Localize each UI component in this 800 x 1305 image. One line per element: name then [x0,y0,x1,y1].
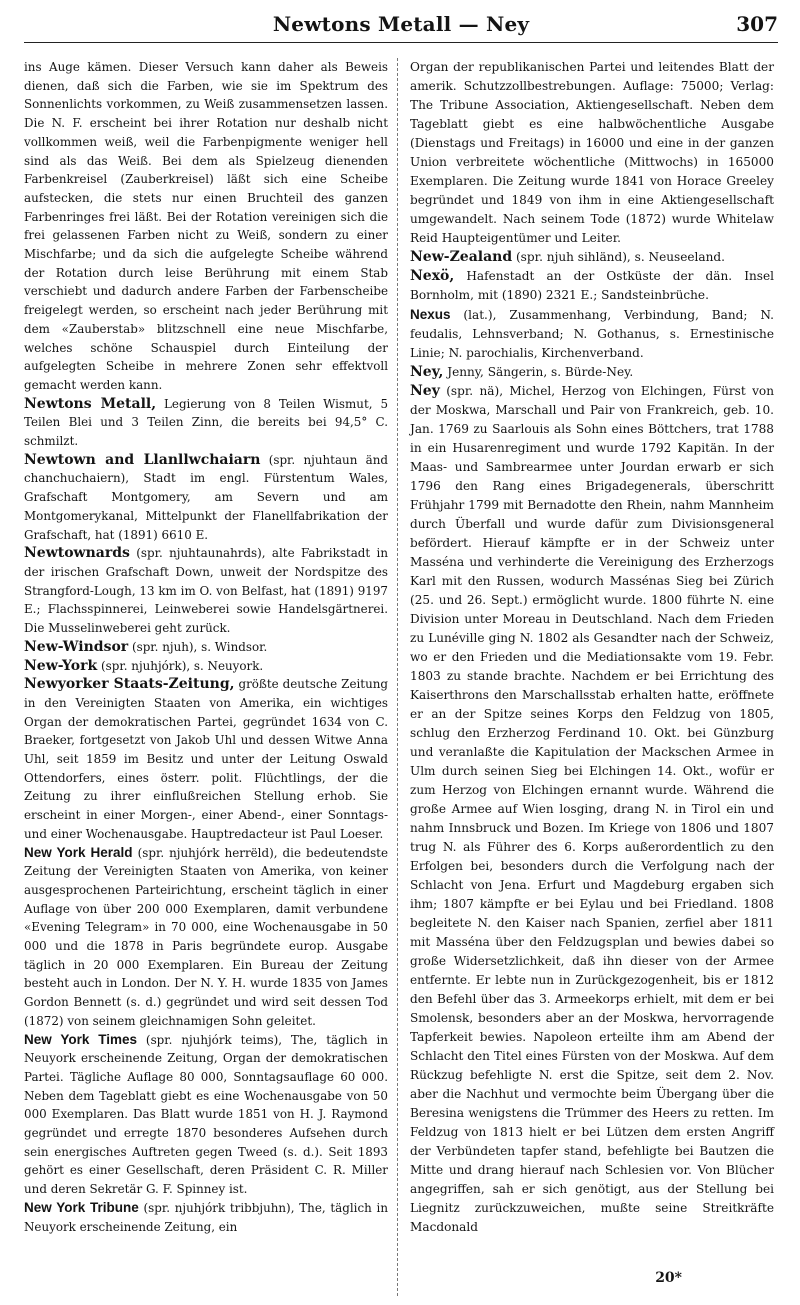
entry-text: Jenny, Sängerin, s. Bürde-Ney. [443,365,634,379]
entry-headword: New York Tribune [24,1199,139,1215]
entry-headword: Nexus [410,307,451,322]
entry-text: Hafenstadt an der Ostküste der dän. Insel Bornholm, mit (1890) 2321 E.; Sandsteinbrüche. [410,269,774,302]
entry-headword: New-Zealand [410,249,513,265]
right-column [410,58,774,1237]
entry-text: (spr. njuhjórk), s. Neuyork. [97,658,264,673]
signature-mark: 20* [655,1270,682,1286]
dictionary-entry [24,657,388,676]
entry-text: (spr. njuhjórk teims), The, täglich in Neuyork erscheinende Zeitung, Organ der demokratischen Partei. Tägliche Auflage 80 000, Sonntagsauflage 60 000. Neben dem Tageblatt giebt es eine Wochenausgabe von 50 000 Exemplaren. Das Blatt wurde 1851 von H. J. Raymond gegründet und erregte 1870 besonderes Aufsehen durch sein energisches Auftreten gegen Tweed (s. d.). Seit 1893 gehört es einer Gesellschaft, deren Präsident C. R. Miller und deren Sekretär G. F. Spinney ist. [24,1032,388,1197]
page-header [24,8,778,43]
page-number: 307 [736,12,778,36]
entry-headword: New-Windsor [24,638,129,655]
entry-text: größte deutsche Zeitung in den Vereinigten Staaten von Amerika, ein wichtiges Organ der demokratischen Partei, gegründet 1634 von C. Braeker, fortgesetzt von Jakob Uhl und dessen Witwe Anna Uhl, seit 1859 im Besitz und unter der Leitung Oswald Ottendorfers, eines österr. polit. Flüchtlings, der die Zeitung zu ihrer einflußreichen Stellung erhob. Sie erscheint in einer Morgen-, einer Abend-, einer Sonntags- und einer Wochenausgabe. Hauptredacteur ist Paul Loeser. [24,677,388,841]
dictionary-entry [410,248,774,267]
entry-headword: New-York [24,657,98,674]
entry-headword: Newtownards [24,545,130,562]
dictionary-entry [24,395,388,451]
entry-text: Organ der republikanischen Partei und leitendes Blatt der amerik. Schutzzollbestrebungen. Auflage: 75000; Verlag: The Tribune Association, Aktiengesellschaft. Neben dem Tageblatt giebt es eine halbwöchentliche Ausgabe (Dienstags und Freitags) in 16000 und eine in der ganzen Union verbreitete wöchentliche (Mittwochs) in 165000 Exemplaren. Die Zeitung wurde 1841 von Horace Greeley begründet und 1849 von ihm in eine Aktiengesellschaft umgewandelt. Nach seinem Tode (1872) wurde Whitelaw Reid Haupteigentümer und Leiter. [410,60,774,245]
entry-headword: Ney, [410,364,444,380]
entry-text: (spr. njuhtaunahrds), alte Fabrikstadt in der irischen Grafschaft Down, unweit der Nordspitze des Strangford-Lough, 13 km im O. von Belfast, hat (1891) 9197 E.; Flachsspinnerei, Leinweberei sowie Handelsgärtnerei. Die Musselinweberei geht zurück. [24,546,388,636]
entry-text: (spr. njuh), s. Windsor. [128,639,268,654]
entry-headword: Nexö, [410,268,455,284]
dictionary-entry [24,1031,388,1199]
entry-headword: Newtown and Llanllwchaiarn [24,451,261,468]
dictionary-entry [24,675,388,843]
entry-headword: Newtons Metall, [24,395,157,412]
dictionary-entry [24,58,388,395]
dictionary-entry [410,363,774,382]
entry-text: (lat.), Zusammenhang, Verbindung, Band; N. feudalis, Lehnsverband; N. Gothanus, s. Ernestinische Linie; N. parochialis, Kirchenverband. [410,308,774,360]
entry-text: Legierung von 8 Teilen Wismut, 5 Teilen Blei und 3 Teilen Zinn, die bereits bei 94,5° C. schmilzt. [24,396,389,449]
entry-headword: Newyorker Staats-Zeitung, [24,676,235,693]
dictionary-entry [410,382,774,1237]
entry-headword: Ney [410,383,440,399]
dictionary-entry [24,844,388,1031]
dictionary-entry [24,1199,388,1236]
dictionary-entry [410,58,774,248]
entry-text: (spr. nä), Michel, Herzog von Elchingen, Fürst von der Moskwa, Marschall und Pair von Frankreich, geb. 10. Jan. 1769 zu Saarlouis als Sohn eines Böttchers, trat 1788 in ein Husarenregiment und wurde 1792 Kapitän. In der Maas- und Sambrearmee unter Jourdan erwarb er sich 1796 den Rang eines Brigadegenerals, überschritt Frühjahr 1799 mit Bernadotte den Rhein, nahm Mannheim durch Überfall und wurde dafür zum Divisionsgeneral befördert. Hierauf kämpfte er in der Schweiz unter Masséna und verhinderte die Vereinigung des Erzherzogs Karl mit den Russen, wodurch Massénas Sieg bei Zürich (25. und 26. Sept.) ermöglicht wurde. 1800 führte N. eine Division unter Moreau in Deutschland. Nach dem Frieden zu Lunéville ging N. 1802 als Gesandter nach der Schweiz, wo er den Frieden und die Mediationsakte vom 19. Febr. 1803 zu stande brachte. Nachdem er bei Errichtung des Kaiserthrons den Marschallsstab erhalten hatte, eröffnete er an der Spitze seines Korps den Feldzug von 1805, schlug den Erzherzog Ferdinand 10. Okt. bei Günzburg und veranlaßte die Kapitulation der Mackschen Armee in Ulm durch seinen Sieg bei Elchingen 14. Okt., wofür er zum Herzog von Elchingen ernannt wurde. Während die große Armee auf Wien losging, drang N. in Tirol ein und nahm Innsbruck und Bozen. Im Kriege von 1806 und 1807 trug N. als Führer des 6. Korps außerordentlich zu den Erfolgen bei, besonders durch die Verfolgung nach der Schlacht von Jena. Erfurt und Magdeburg ergaben sich ihm; 1807 kämpfte er bei Eylau und bei Friedland. 1808 begleitete N. den Kaiser nach Spanien, zerfiel aber 1811 mit Masséna über den Feldzugsplan und bewies dabei so große Widersetzlichkeit, daß ihn dieser von der Armee entfernte. Er lebte nun in Zurückgezogenheit, bis er 1812 den Befehl über das 3. Armeekorps erhielt, mit dem er bei Smolensk, besonders aber an der Moskwa, hervorragende Tapferkeit bewies. Napoleon erteilte ihm am Abend der Schlacht den Titel eines Fürsten von der Moskwa. Auf dem Rückzug befehligte N. erst die Spitze, seit dem 2. Nov. aber die Nachhut und vermochte beim Übergang über die Beresina wenigstens die Trümmer des Heers zu retten. Im Feldzug von 1813 hielt er bei Lützen dem ersten Angriff der Verbündeten tapfer stand, befehligte bei Bautzen die Mitte und drang hierauf nach Schlesien vor. Von Blücher angegriffen, sah er sich genötigt, aus der Stellung bei Liegnitz zurückzuweichen, mußte seine Streitkräfte Macdonald [410,384,774,1234]
left-column [24,58,388,1236]
entry-text: (spr. njuhjórk tribbjuhn), The, täglich in Neuyork erscheinende Zeitung, ein [24,1200,389,1234]
entry-headword: New York Herald [24,844,133,860]
entry-text: ins Auge kämen. Dieser Versuch kann daher als Beweis dienen, daß sich die Farben, wie sie im Spektrum des Sonnenlichts vorkommen, zu Weiß zusammensetzen lassen. Die N. F. erscheint bei ihrer Rotation nur deshalb nicht vollkommen weiß, weil die Farbenpigmente weniger hell sind als das Weiß. Bei dem als Spielzeug dienenden Farbenkreisel (Zauberkreisel) läßt sich eine Scheibe aufstecken, die stets nur einen Bruchteil des ganzen Farbenringes frei läßt. Bei der Rotation vereinigen sich die frei gelassenen Farben nicht zu Weiß, sondern zu einer Mischfarbe; und da sich die aufgelegte Scheibe während der Rotation durch leise Berührung mit einem Stab verschiebt und dadurch andere Farben der Farbenscheibe freigelegt werden, so erscheint nach jeder Berührung mit dem «Zauberstab» blitzschnell eine neue Mischfarbe, welches schöne Schauspiel durch Einteilung der aufgelegten Scheibe in mehrere Zonen sehr effektvoll gemacht werden kann. [24,60,388,392]
dictionary-entry [410,267,774,305]
entry-text: (spr. njuh sihländ), s. Neuseeland. [512,250,726,264]
running-head: Newtons Metall — Ney [272,12,530,36]
entry-headword: New York Times [24,1031,138,1047]
entry-text: (spr. njuhjórk herrëld), die bedeutendste Zeitung der Vereinigten Staaten von Amerika, von keiner ausgesprochenen Parteirichtung, erscheint täglich in einer Auflage von über 200 000 Exemplaren, damit verbundene «Evening Telegram» in 70 000, eine Wochenausgabe in 50 000 und die 1878 in Paris begründete europ. Ausgabe täglich in 20 000 Exemplaren. Ein Bureau der Zeitung besteht auch in London. Der N. Y. H. wurde 1835 von James Gordon Bennett (s. d.) gegründet und wird seit dessen Tod (1872) von seinem gleichnamigen Sohn geleitet. [24,845,388,1028]
dictionary-entry [410,305,774,363]
dictionary-entry [24,544,388,638]
column-divider [397,58,398,1296]
dictionary-entry [24,451,388,545]
entry-text: (spr. njuhtaun änd chanchuchaiern), Stadt im engl. Fürstentum Wales, Grafschaft Montgomery, am Severn und am Montgomerykanal, Mittelpunkt der Flanellfabrikation der Grafschaft, hat (1891) 6610 E. [24,452,388,542]
dictionary-entry [24,638,388,657]
